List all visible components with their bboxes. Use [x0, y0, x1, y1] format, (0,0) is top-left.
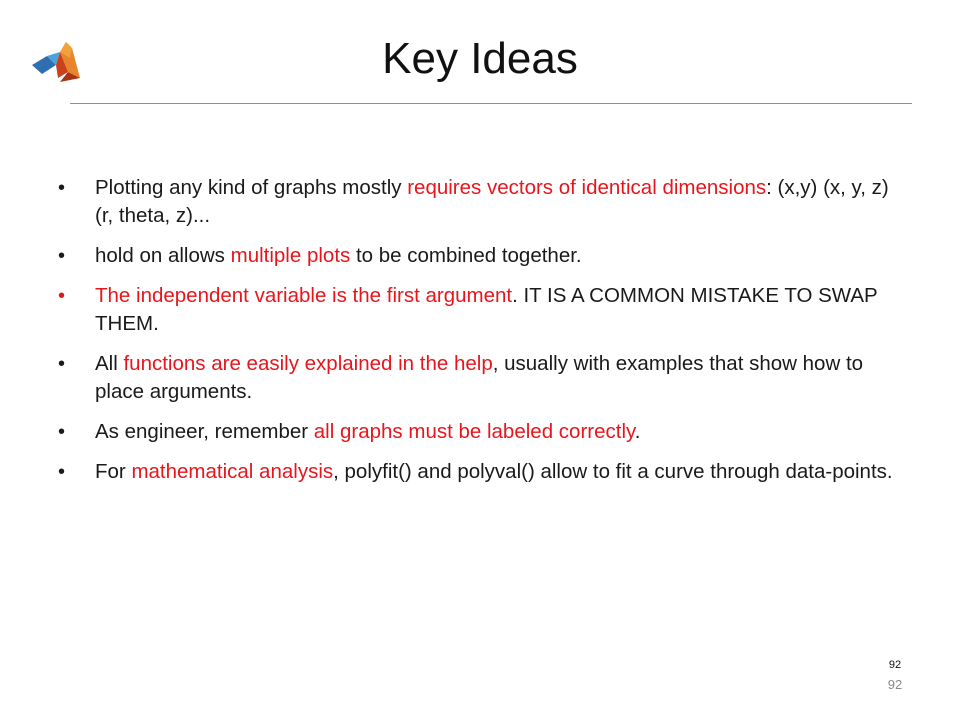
page-number-small: 92 [888, 659, 902, 671]
bullet-text: , usually with examples that show how to place arguments. [95, 352, 864, 403]
highlighted-text: requires vectors of identical dimensions [407, 176, 767, 199]
page-number: 92 [887, 677, 903, 692]
bullet-text: For [95, 460, 132, 483]
bullet-list [58, 174, 908, 498]
highlighted-text: The independent variable is the first argument [95, 284, 513, 307]
highlighted-text: multiple plots [230, 244, 351, 267]
bullet-text: All [95, 352, 124, 375]
bullet-text: : (x,y) (x, y, z) (r, theta, z)... [95, 176, 889, 227]
bullet-text: Plotting any kind of graphs mostly [95, 176, 408, 199]
bullet-text: . IT IS A COMMON MISTAKE TO SWAP THEM. [95, 284, 878, 335]
slide-title: Key Ideas [382, 34, 578, 83]
highlighted-text: mathematical analysis [131, 460, 334, 483]
bullet-marker: • [58, 421, 66, 443]
bullet-text: As engineer, remember [95, 420, 314, 443]
bullet-item [58, 282, 908, 338]
bullet-marker: • [58, 285, 66, 307]
bullet-item [58, 350, 908, 406]
highlighted-text: functions are easily explained in the help [123, 352, 493, 375]
bullet-item [58, 458, 908, 486]
bullet-marker: • [58, 177, 66, 199]
bullet-text: to be combined together. [350, 244, 582, 267]
bullet-text: . [634, 420, 641, 443]
bullet-text: hold on allows [95, 244, 231, 267]
bullet-text: , polyfit() and polyval() allow to fit a curve through data-points. [333, 460, 893, 483]
bullet-marker: • [58, 353, 66, 375]
bullet-marker: • [58, 461, 66, 483]
highlighted-text: all graphs must be labeled correctly [313, 420, 635, 443]
bullet-marker: • [58, 245, 66, 267]
bullet-item [58, 242, 908, 270]
bullet-item [58, 174, 908, 230]
title-divider [70, 103, 912, 104]
bullet-item [58, 418, 908, 446]
